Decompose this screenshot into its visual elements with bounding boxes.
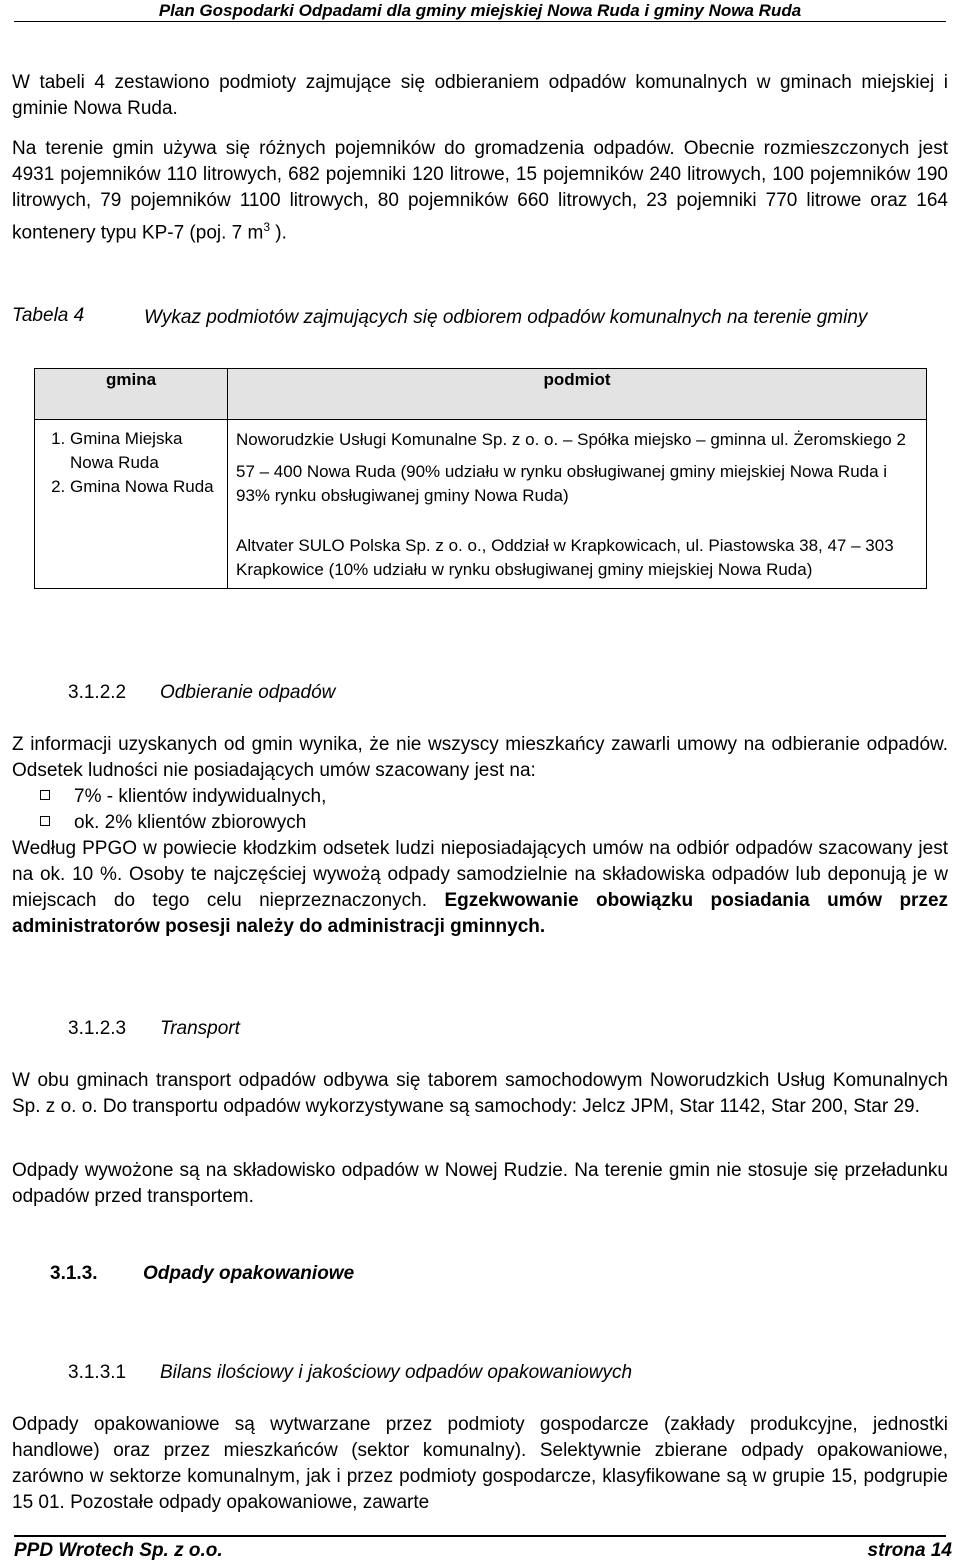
section-3122-number: 3.1.2.2: [68, 682, 127, 703]
header-rule: [14, 21, 946, 22]
column-header-podmiot: podmiot: [228, 369, 927, 420]
podmiot-2: Altvater SULO Polska Sp. z o. o., Oddział w Krapkowicach, ul. Piastowska 38, 47 – 303 Krapkowice (10% udziału w rynku obsługiwanej gminy miejskiej Nowa Ruda): [236, 536, 894, 579]
section-3123-number: 3.1.2.3: [68, 1018, 127, 1039]
intro-paragraph-2: [12, 136, 948, 246]
table-4: [34, 368, 927, 589]
footer-company: PPD Wrotech Sp. z o.o.: [14, 1540, 223, 1561]
bullet-text: ok. 2% klientów zbiorowych: [74, 812, 307, 833]
footer-page-number: strona 14: [867, 1540, 952, 1561]
podmiot-1-line-1: Noworudzkie Usługi Komunalne Sp. z o. o. – Spółka miejsko – gminna ul. Żeromskiego 2: [236, 430, 906, 449]
page-header: [0, 0, 960, 26]
column-header-gmina: gmina: [35, 369, 228, 420]
superscript: 3: [263, 220, 271, 234]
checkbox-bullet-icon: [40, 816, 50, 826]
intro-paragraph-2-end: ).: [270, 222, 287, 244]
bullet-item: [40, 810, 306, 836]
bullet-text: 7% - klientów indywidualnych,: [74, 786, 327, 807]
section-3122-title: Odbieranie odpadów: [160, 682, 336, 703]
section-3123-paragraph-2: Odpady wywożone są na składowisko odpadów w Nowej Rudzie. Na terenie gmin nie stosuje się przeładunku odpadów przed transportem.: [12, 1160, 948, 1207]
intro-paragraph-2-text: Na terenie gmin używa się różnych pojemników do gromadzenia odpadów. Obecnie rozmieszczonych jest 4931 pojemników 110 litrowych, 682 pojemniki 120 litrowe, 15 pojemników 240 litrowych, 100 pojemników 190 litrowych, 79 pojemników 1100 litrowych, 80 pojemników 660 litrowych, 23 pojemniki 770 litrowe oraz 164 kontenery typu KP-7 (poj. 7 m: [12, 138, 948, 244]
section-3122-bold-text: Egzekwowanie obowiązku posiadania umów przez administratorów posesji należy do administracji gminnych.: [12, 890, 949, 937]
intro-paragraph-1: W tabeli 4 zestawiono podmioty zajmujące się odbieraniem odpadów komunalnych w gminach miejskiej i gminie Nowa Ruda.: [12, 72, 948, 119]
section-3122-paragraph-2-text: Według PPGO w powiecie kłodzkim odsetek ludzi nieposiadających umów na odbiór odpadów szacowany jest na ok. 10 %. Osoby te najczęściej wywożą odpady samodzielnie na składowiska odpadów lub deponują je w miejscach do tego celu nieprzeznaczonych.: [12, 838, 948, 911]
table-caption: Wykaz podmiotów zajmujących się odbiorem odpadów komunalnych na terenie gminy: [144, 307, 868, 328]
gmina-item: 1. Gmina Miejska Nowa Ruda: [70, 427, 226, 475]
section-3122-paragraph-2: [12, 836, 948, 940]
footer-rule: [14, 1535, 946, 1537]
section-3131-title: Bilans ilościowy i jakościowy odpadów opakowaniowych: [160, 1362, 633, 1383]
table-row: [35, 420, 927, 589]
gmina-cell: [35, 420, 228, 589]
gmina-list: [36, 427, 226, 499]
podmiot-cell: [228, 420, 927, 589]
table-header-row: [35, 369, 927, 420]
section-3123-title: Transport: [160, 1018, 240, 1039]
bullet-item: [40, 784, 326, 810]
header-title: Plan Gospodarki Odpadami dla gminy miejskiej Nowa Ruda i gminy Nowa Ruda: [158, 1, 802, 20]
podmiot-1-line-2: 57 – 400 Nowa Ruda (90% udziału w rynku obsługiwanej gminy miejskiej Nowa Ruda i 93% rynku obsługiwanej gminy Nowa Ruda): [236, 462, 888, 505]
section-3123-paragraph-1: W obu gminach transport odpadów odbywa się taborem samochodowym Noworudzkich Usług Komunalnych Sp. z o. o. Do transportu odpadów wykorzystywane są samochody: Jelcz JPM, Star 1142, Star 200, Star 29.: [12, 1070, 948, 1117]
gmina-item: 2. Gmina Nowa Ruda: [70, 475, 226, 499]
section-3131-paragraph-1: Odpady opakowaniowe są wytwarzane przez podmioty gospodarcze (zakłady produkcyjne, jednostki handlowe) oraz przez mieszkańców (sektor komunalny). Selektywnie zbierane odpady opakowaniowe, zarówno w sektorze komunalnym, jak i przez podmioty gospodarcze, klasyfikowane są w grupie 15, podgrupie 15 01. Pozostałe odpady opakowaniowe, zawarte: [12, 1414, 948, 1513]
checkbox-bullet-icon: [40, 790, 50, 800]
section-313-title: Odpady opakowaniowe: [143, 1263, 355, 1284]
section-3131-number: 3.1.3.1: [68, 1362, 127, 1383]
section-3122-paragraph-1: Z informacji uzyskanych od gmin wynika, że nie wszyscy mieszkańcy zawarli umowy na odbieranie odpadów. Odsetek ludności nie posiadających umów szacowany jest na:: [12, 734, 948, 781]
table-label: Tabela 4: [12, 305, 85, 326]
section-313-number: 3.1.3.: [50, 1263, 98, 1284]
